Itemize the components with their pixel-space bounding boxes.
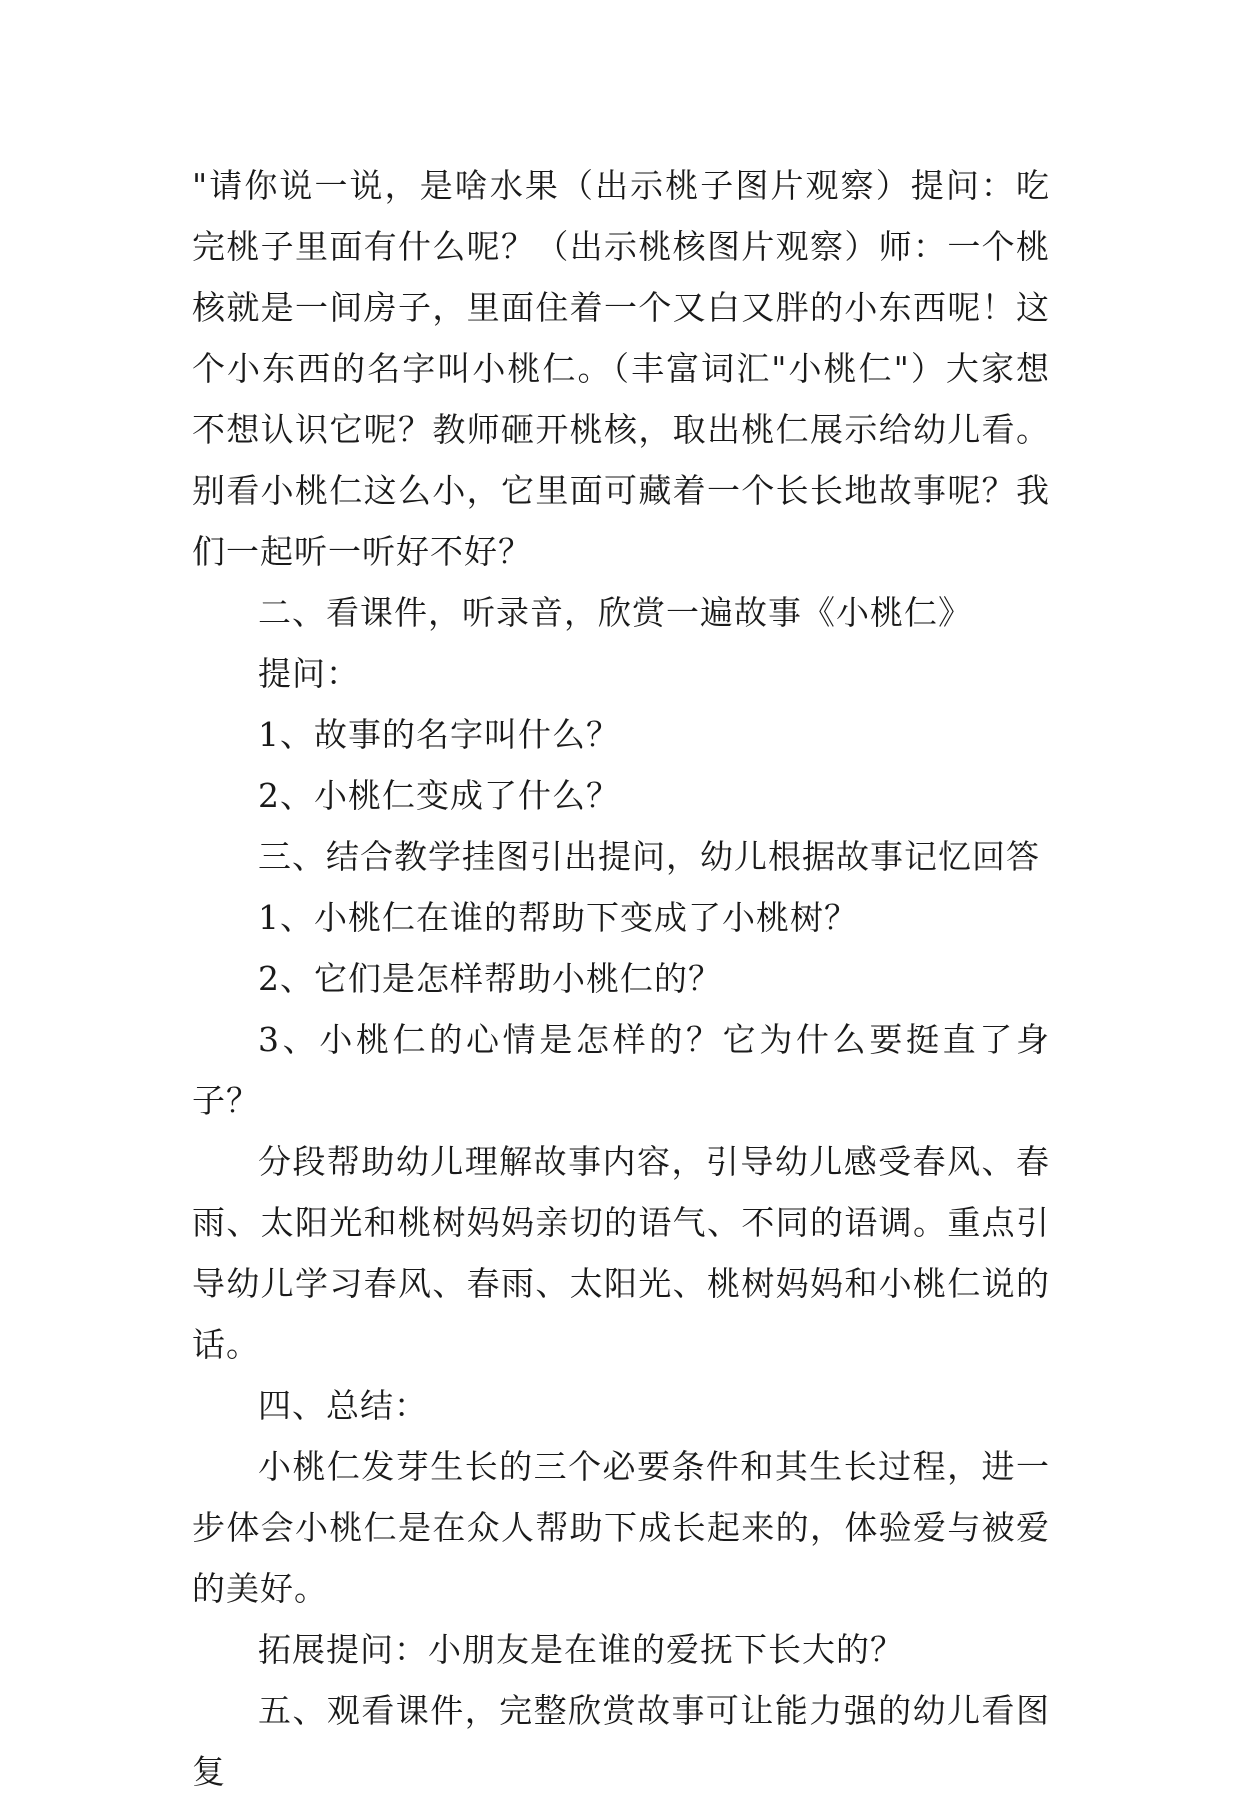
list-item: 3、小桃仁的心情是怎样的？它为什么要挺直了身子？	[192, 1020, 1050, 1120]
paragraph-guidance: 分段帮助幼儿理解故事内容，引导幼儿感受春风、春雨、太阳光和桃树妈妈亲切的语气、不同的语调。重点引导幼儿学习春风、春雨、太阳光、桃树妈妈和小桃仁说的话。	[192, 1142, 1050, 1364]
document-body	[192, 155, 1050, 1802]
list-item: 1、小桃仁在谁的帮助下变成了小桃树？	[258, 898, 858, 937]
paragraph-intro: "请你说一说，是啥水果（出示桃子图片观察）提问：吃完桃子里面有什么呢？（出示桃核图片观察）师：一个桃核就是一间房子，里面住着一个又白又胖的小东西呢！这个小东西的名字叫小桃仁。（丰富词汇"小桃仁"）大家想不想认识它呢？教师砸开桃核，取出桃仁展示给幼儿看。别看小桃仁这么小，它里面可藏着一个长长地故事呢？我们一起听一听好不好？	[192, 166, 1050, 571]
list-item: 1、故事的名字叫什么？	[258, 715, 620, 754]
paragraph-extension: 拓展提问：小朋友是在谁的爱抚下长大的？	[258, 1630, 904, 1669]
section-heading-2: 二、看课件，听录音，欣赏一遍故事《小桃仁》	[258, 593, 972, 632]
section-heading-4: 四、总结：	[258, 1386, 428, 1425]
list-item: 2、它们是怎样帮助小桃仁的？	[258, 959, 722, 998]
section-heading-3: 三、结合教学挂图引出提问，幼儿根据故事记忆回答	[258, 837, 1040, 876]
list-item: 2、小桃仁变成了什么？	[258, 776, 620, 815]
paragraph-summary: 小桃仁发芽生长的三个必要条件和其生长过程，进一步体会小桃仁是在众人帮助下成长起来的，体验爱与被爱的美好。	[192, 1447, 1050, 1608]
question-label: 提问：	[258, 654, 360, 693]
section-heading-5: 五、观看课件，完整欣赏故事可让能力强的幼儿看图复	[192, 1691, 1050, 1791]
